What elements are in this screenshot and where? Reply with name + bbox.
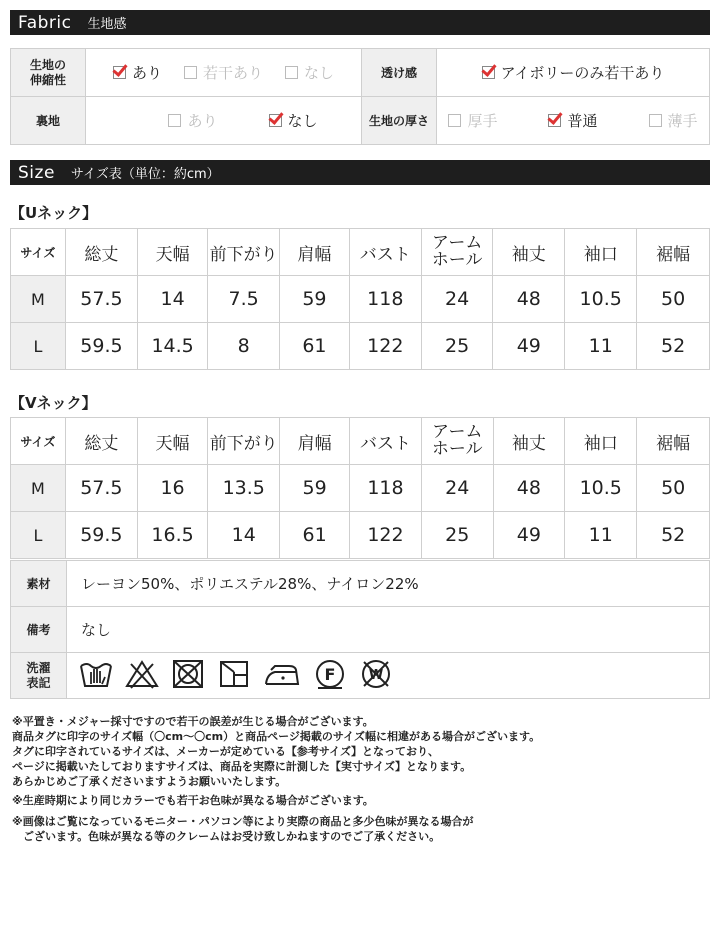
note-line: ※画像はご覧になっているモニター・パソコン等により実際の商品と多少色味が異なる場合が — [12, 815, 474, 828]
u-value-cell: 24 — [421, 276, 493, 323]
hand-wash-icon — [79, 658, 113, 690]
fabric-title-jp: 生地感 — [87, 17, 127, 32]
sheer-value-cell — [437, 49, 710, 97]
u-value-cell: 48 — [493, 276, 565, 323]
u-value-cell: 61 — [280, 323, 350, 370]
v-value-cell: 61 — [280, 512, 350, 559]
v-value-cell: 59 — [280, 465, 350, 512]
size-header-bar — [10, 160, 710, 185]
stretch-label: 生地の 伸縮性 — [11, 49, 86, 97]
checkbox-checked-icon — [482, 66, 495, 79]
fabric-header-bar — [10, 10, 710, 35]
no-tumble-dry-icon — [171, 658, 205, 690]
u-value-cell: 49 — [493, 323, 565, 370]
size-title-jp: サイズ表（単位：約cm） — [70, 167, 220, 182]
v-value-cell: 16 — [137, 465, 207, 512]
v-neck-title: 【Vネック】 — [10, 394, 97, 412]
v-header-cell: 天幅 — [137, 418, 207, 465]
svg-text:W: W — [368, 667, 384, 683]
u-value-cell: 57.5 — [65, 276, 137, 323]
v-size-label: M — [11, 465, 66, 512]
checkbox-icon — [285, 66, 298, 79]
v-header-cell: 前下がり — [208, 418, 280, 465]
svg-text:F: F — [324, 664, 336, 684]
dry-clean-f-icon — [313, 658, 347, 690]
u-header-cell: バスト — [349, 229, 421, 276]
v-value-cell: 10.5 — [565, 465, 637, 512]
checkbox-checked-icon — [548, 114, 561, 127]
u-value-cell: 59 — [280, 276, 350, 323]
v-value-cell: 48 — [493, 465, 565, 512]
lining-label: 裏地 — [11, 97, 86, 145]
stretch-option-nashi: なし — [285, 62, 334, 83]
sheer-label: 透け感 — [362, 49, 437, 97]
v-size-label: L — [11, 512, 66, 559]
v-header-cell: バスト — [349, 418, 421, 465]
v-value-cell: 24 — [421, 465, 493, 512]
u-value-cell: 14.5 — [138, 323, 208, 370]
checkbox-checked-icon — [113, 66, 126, 79]
remarks-value: なし — [67, 607, 710, 653]
thickness-option-atsude: 厚手 — [448, 110, 497, 131]
u-header-cell: 袖丈 — [493, 229, 565, 276]
sheer-option: アイボリーのみ若干あり — [482, 62, 665, 83]
v-value-cell: 25 — [421, 512, 493, 559]
u-neck-title: 【Uネック】 — [10, 204, 98, 222]
v-value-cell: 16.5 — [137, 512, 207, 559]
v-value-cell: 11 — [565, 512, 637, 559]
notes-block — [12, 714, 540, 844]
u-neck-size-table — [10, 228, 710, 370]
v-value-cell: 14 — [208, 512, 280, 559]
u-size-label: L — [11, 323, 66, 370]
v-neck-size-table — [10, 417, 710, 559]
stretch-options — [86, 49, 362, 97]
fabric-title-en: Fabric — [18, 12, 72, 33]
u-value-cell: 8 — [208, 323, 280, 370]
note-line: ございます。色味が異なる等のクレームはお受け致しかねますのでご了承ください。 — [12, 830, 441, 843]
u-header-cell: アーム ホール — [421, 229, 493, 276]
size-title-en: Size — [18, 162, 55, 183]
fabric-table — [10, 48, 710, 145]
thickness-option-futsu: 普通 — [548, 110, 597, 131]
checkbox-checked-icon — [269, 114, 282, 127]
v-header-cell: 総丈 — [65, 418, 137, 465]
checkbox-icon — [448, 114, 461, 127]
note-line: タグに印字されているサイズは、メーカーが定めている【参考サイズ】となっており、 — [12, 745, 440, 758]
u-header-cell: 裾幅 — [637, 229, 710, 276]
material-value: レーヨン50%、ポリエステル28%、ナイロン22% — [67, 561, 710, 607]
no-wet-clean-icon — [359, 658, 393, 690]
material-table — [10, 560, 710, 699]
thickness-label: 生地の厚さ — [362, 97, 437, 145]
u-value-cell: 10.5 — [565, 276, 637, 323]
v-header-cell: 裾幅 — [637, 418, 710, 465]
v-value-cell: 50 — [637, 465, 710, 512]
v-value-cell: 13.5 — [208, 465, 280, 512]
note-line: ページに掲載いたしておりますサイズは、商品を実際に計測した【実寸サイズ】となります。 — [12, 760, 472, 773]
thickness-option-usude: 薄手 — [649, 110, 698, 131]
v-header-cell: 袖丈 — [493, 418, 565, 465]
stretch-option-jakkan: 若干あり — [184, 62, 263, 83]
note-line: あらかじめご了承くださいますようお願いいたします。 — [12, 775, 287, 788]
v-header-cell: サイズ — [11, 418, 66, 465]
wash-label: 洗濯 表記 — [11, 653, 67, 699]
checkbox-icon — [649, 114, 662, 127]
u-value-cell: 122 — [349, 323, 421, 370]
stretch-option-ari: あり — [113, 62, 162, 83]
v-value-cell: 49 — [493, 512, 565, 559]
v-value-cell: 118 — [349, 465, 421, 512]
u-value-cell: 52 — [637, 323, 710, 370]
wash-icons-cell — [67, 653, 710, 699]
iron-low-icon — [263, 658, 301, 690]
u-header-cell: 天幅 — [138, 229, 208, 276]
lining-option-ari: あり — [168, 110, 217, 131]
thickness-options — [437, 97, 710, 145]
u-value-cell: 118 — [349, 276, 421, 323]
v-value-cell: 122 — [349, 512, 421, 559]
lining-option-nashi: なし — [269, 110, 318, 131]
v-header-cell: 肩幅 — [280, 418, 350, 465]
note-line: ※平置き・メジャー採寸ですので若干の誤差が生じる場合がございます。 — [12, 715, 374, 728]
u-header-cell: 総丈 — [65, 229, 137, 276]
u-size-label: M — [11, 276, 66, 323]
u-header-cell: 前下がり — [208, 229, 280, 276]
no-bleach-icon — [125, 658, 159, 690]
u-value-cell: 59.5 — [65, 323, 137, 370]
table-row — [11, 276, 710, 323]
lining-options — [86, 97, 362, 145]
table-row — [11, 465, 710, 512]
u-value-cell: 11 — [565, 323, 637, 370]
checkbox-icon — [168, 114, 181, 127]
u-header-cell: 袖口 — [565, 229, 637, 276]
v-header-cell: 袖口 — [565, 418, 637, 465]
note-line: ※生産時期により同じカラーでも若干お色味が異なる場合がございます。 — [12, 794, 374, 807]
v-header-cell: アーム ホール — [421, 418, 493, 465]
u-header-cell: サイズ — [11, 229, 66, 276]
v-value-cell: 59.5 — [65, 512, 137, 559]
table-row — [11, 323, 710, 370]
remarks-label: 備考 — [11, 607, 67, 653]
care-icons — [67, 658, 393, 690]
material-label: 素材 — [11, 561, 67, 607]
u-value-cell: 25 — [421, 323, 493, 370]
note-line: 商品タグに印字のサイズ幅（〇cm〜〇cm）と商品ページ掲載のサイズ幅に相違がある場合がございます。 — [12, 730, 541, 743]
table-row — [11, 512, 710, 559]
checkbox-icon — [184, 66, 197, 79]
v-value-cell: 57.5 — [65, 465, 137, 512]
v-value-cell: 52 — [637, 512, 710, 559]
u-value-cell: 50 — [637, 276, 710, 323]
u-value-cell: 14 — [138, 276, 208, 323]
u-header-cell: 肩幅 — [280, 229, 350, 276]
u-value-cell: 7.5 — [208, 276, 280, 323]
line-dry-shade-icon — [217, 658, 251, 690]
